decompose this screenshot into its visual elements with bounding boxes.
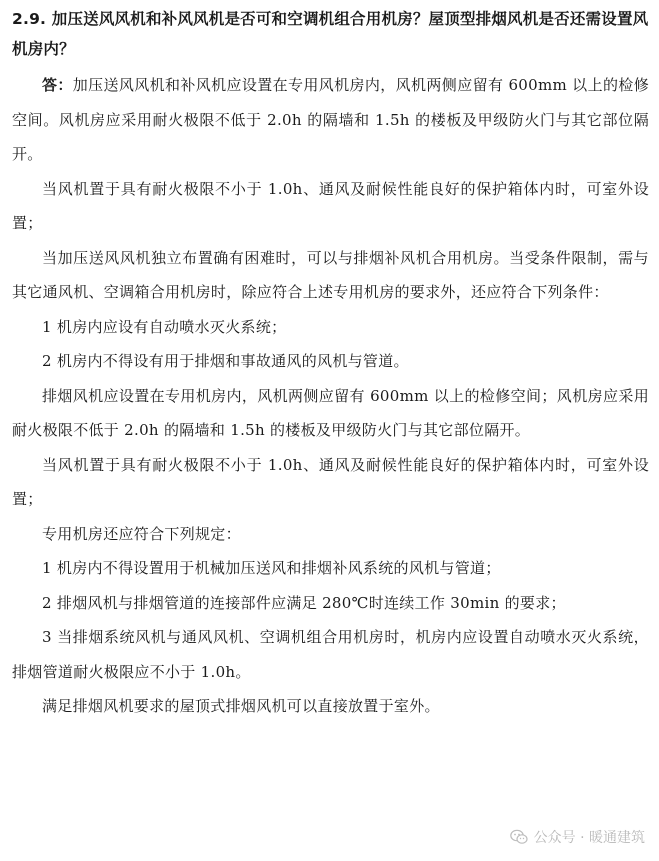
condition-item-1: 1 机房内应设有自动喷水灭火系统；: [42, 317, 287, 336]
answer-paragraph: [12, 68, 649, 172]
wechat-icon: [510, 829, 528, 845]
rule-item-3: 3 当排烟系统风机与通风风机、空调机组合用机房时，机房内应设置自动喷水灭火系统，排烟管道耐火极限应不小于 1.0h。: [12, 628, 649, 681]
paragraph-shared-room: 当加压送风风机独立布置确有困难时，可以与排烟补风机合用机房。当受条件限制，需与其它通风机、空调箱合用机房时，除应符合上述专用机房的要求外，还应符合下列条件：: [12, 248, 649, 301]
watermark: [510, 827, 645, 847]
condition-item-2: 2 机房内不得设有用于排烟和事故通风的风机与管道。: [42, 352, 409, 370]
paragraph-outdoor-enclosure-2: 当风机置于具有耐火极限不小于 1.0h、通风及耐候性能良好的保护箱体内时，可室外设置；: [12, 455, 649, 508]
paragraph-exhaust-fan-room: 排烟风机应设置在专用机房内，风机两侧应留有 600mm 以上的检修空间；风机房应采用耐火极限不低于 2.0h 的隔墙和 1.5h 的楼板及甲级防火门与其它部位隔开。: [12, 386, 649, 439]
paragraph-room-rules: 专用机房还应符合下列规定：: [42, 524, 241, 543]
paragraph-rooftop-fan: 满足排烟风机要求的屋顶式排烟风机可以直接放置于室外。: [42, 697, 440, 715]
watermark-text: 公众号 · 暖通建筑: [533, 830, 645, 846]
question-heading: 2.9. 加压送风风机和补风风机是否可和空调机组合用机房？屋顶型排烟风机是否还需设置风机房内？: [12, 10, 649, 58]
answer-text: 加压送风风机和补风机应设置在专用风机房内，风机两侧应留有 600mm 以上的检修空间。风机房应采用耐火极限不低于 2.0h 的隔墙和 1.5h 的楼板及甲级防火门与其它部位隔开。: [12, 76, 649, 163]
rule-item-2: 2 排烟风机与排烟管道的连接部件应满足 280℃时连续工作 30min 的要求；: [42, 593, 566, 612]
paragraph-outdoor-enclosure: 当风机置于具有耐火极限不小于 1.0h、通风及耐候性能良好的保护箱体内时，可室外设置；: [12, 179, 649, 232]
answer-label: 答：: [42, 76, 73, 94]
rule-item-1: 1 机房内不得设置用于机械加压送风和排烟补风系统的风机与管道；: [42, 559, 501, 577]
